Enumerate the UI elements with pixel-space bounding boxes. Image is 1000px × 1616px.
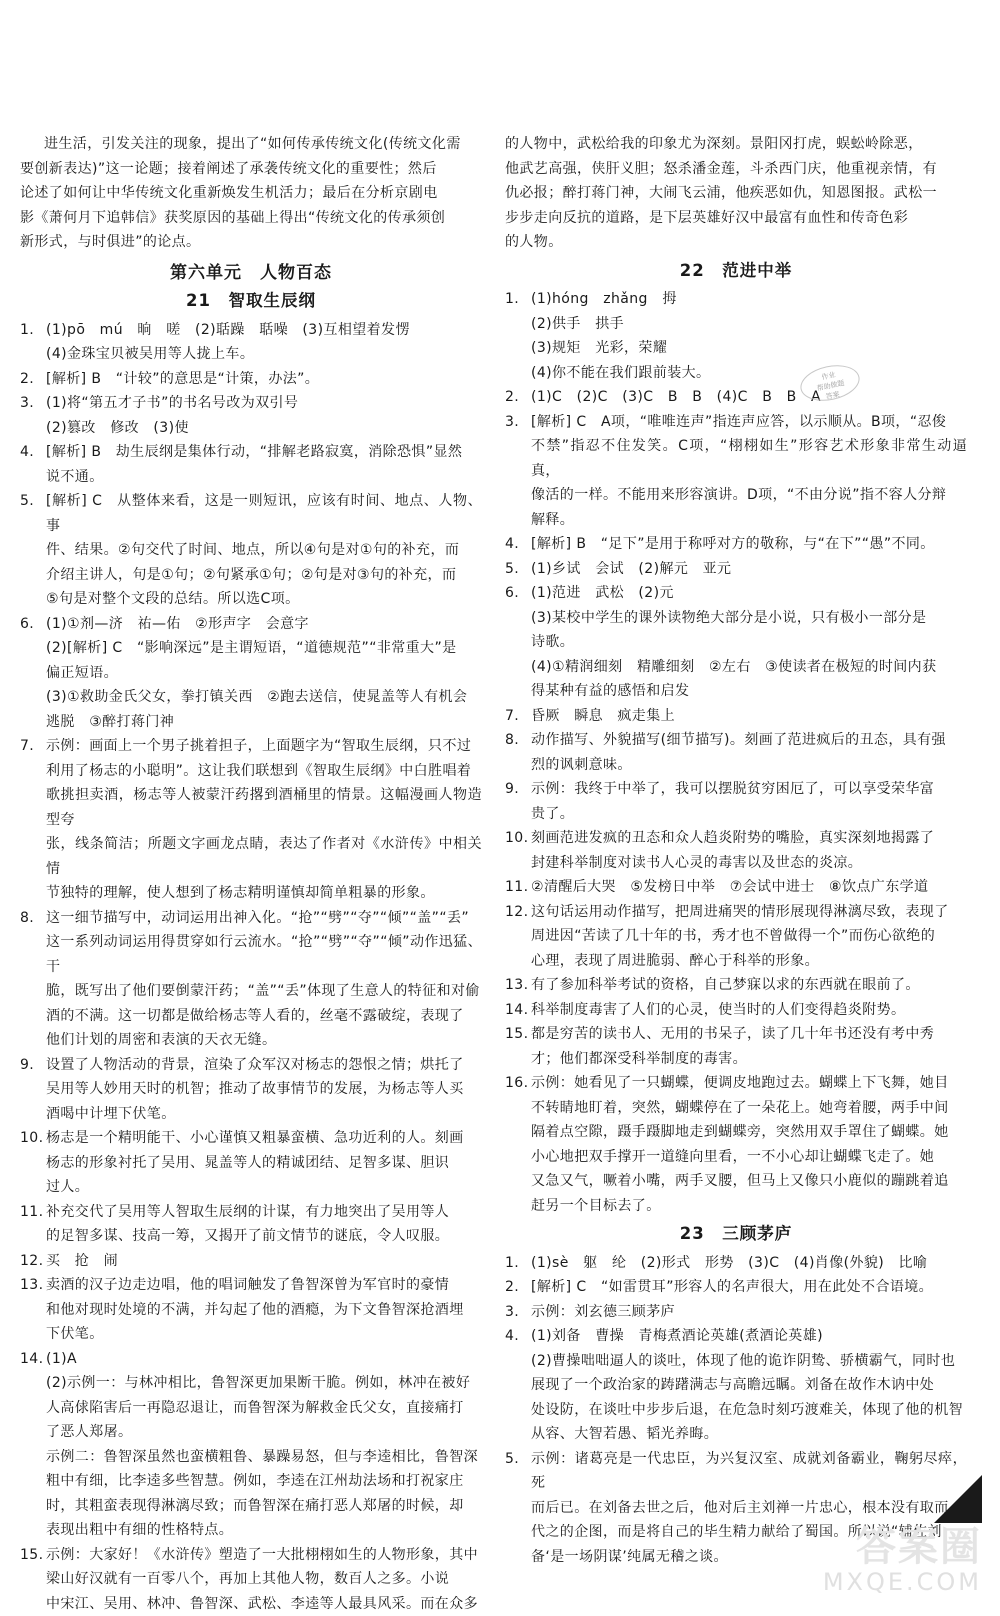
item-line: (1)乡试 会试 (2)解元 亚元 [531,557,967,582]
item-line: (1)刘备 曹操 青梅煮酒论英雄(煮酒论英雄) [531,1324,967,1349]
item-number: 11. [20,1200,46,1249]
item-line: 示例：刘玄德三顾茅庐 [531,1300,967,1325]
item-number: 5. [505,557,531,582]
item-body [531,1022,967,1071]
item-body [46,1249,482,1274]
item-body [46,367,482,392]
item-number: 15. [505,1022,531,1071]
item-line: 处设防，在谈吐中步步后退，在危急时刻巧渡难关，体现了他的机智 [531,1398,967,1423]
item-line: 示例：她看见了一只蝴蝶，便调皮地跑过去。蝴蝶上下飞舞，她目 [531,1071,967,1096]
item-line: (1)范进 武松 (2)元 [531,581,967,606]
answer-item [505,826,967,875]
item-line: 贵了。 [531,802,967,827]
item-line: 从容、大智若愚、韬光养晦。 [531,1422,967,1447]
answer-list-22 [505,287,967,1218]
item-line: 酒的不满。这一切都是做给杨志等人看的，丝毫不露破绽，表现了 [46,1004,482,1029]
item-body [531,557,967,582]
answer-item [505,532,967,557]
item-body [531,704,967,729]
item-line: [解析] B “计较”的意思是“计策，办法”。 [46,367,482,392]
item-line: 又急又气，噘着小嘴，两手叉腰，但马上又像只小鹿似的蹦跳着追 [531,1169,967,1194]
answer-item [505,1324,967,1447]
item-body [46,734,482,906]
item-line: 才；他们都深受科举制度的毒害。 [531,1047,967,1072]
item-line: 时，其粗蛮表现得淋漓尽致；而鲁智深在痛打恶人郑屠的时候，却 [46,1494,482,1519]
section-title-21: 21 智取生辰纲 [20,289,482,314]
answer-item [505,1300,967,1325]
stamp-line: 帮助做题 [801,375,860,397]
item-number: 10. [20,1126,46,1200]
item-line: 杨志的形象衬托了吴用、晁盖等人的精诚团结、足智多谋、胆识 [46,1151,482,1176]
item-line: 隔着点空隙，蹑手蹑脚地走到蝴蝶旁，突然用双手罩住了蝴蝶。她 [531,1120,967,1145]
item-body [531,287,967,385]
stamp-line: 作业 [799,365,858,387]
item-line: (4)你不能在我们跟前装大。 [531,361,967,386]
item-body [46,906,482,1053]
item-line: 节独特的理解，使人想到了杨志精明谨慎却简单粗暴的形象。 [46,881,482,906]
answer-item [505,728,967,777]
item-number: 14. [505,998,531,1023]
answer-item [20,391,482,440]
item-line: 刻画范进发疯的丑态和众人趋炎附势的嘴脸，真实深刻地揭露了 [531,826,967,851]
item-line: (1)pō mú 晌 嗟 (2)聒躁 聒噪 (3)互相望着发愣 [46,318,482,343]
item-line: (1)将“第五才子书”的书名号改为双引号 [46,391,482,416]
item-body [531,385,967,410]
answer-item [20,734,482,906]
item-number: 9. [505,777,531,826]
corner-triangle-icon [934,1475,982,1523]
item-line: (3)某校中学生的课外读物绝大部分是小说，只有极小一部分是 [531,606,967,631]
item-body [531,532,967,557]
item-line: 人高俅陷害后一再隐忍退让，而鲁智深为解救金氏父女，直接痛打 [46,1396,482,1421]
item-body [531,410,967,533]
item-line: [解析] B “足下”是用于称呼对方的敬称，与“在下”“愚”不同。 [531,532,967,557]
item-number: 8. [505,728,531,777]
answer-item [505,875,967,900]
answer-item [505,1022,967,1071]
item-line: 示例：诸葛亮是一代忠臣，为兴复汉室、成就刘备霸业，鞠躬尽瘁，死 [531,1447,967,1496]
answer-item [20,1543,482,1616]
item-line: 下伏笔。 [46,1322,482,1347]
answer-item [20,367,482,392]
intro-paragraph [20,132,482,255]
watermark-url: MXQE.COM [823,1568,982,1596]
answer-item [20,612,482,735]
item-line: 件、结果。②句交代了时间、地点，所以④句是对①句的补充，而 [46,538,482,563]
item-line: 诗歌。 [531,630,967,655]
answer-item [505,385,967,410]
answer-item [505,998,967,1023]
item-line: (1)hóng zhǎng 拇 [531,287,967,312]
item-body [46,612,482,735]
item-body [531,998,967,1023]
item-number: 4. [20,440,46,489]
item-line: 说不通。 [46,465,482,490]
item-line: 利用了杨志的小聪明”。这让我们联想到《智取生辰纲》中白胜唱着 [46,759,482,784]
item-line: 过人。 [46,1175,482,1200]
item-line: 而后已。在刘备去世之后，他对后主刘禅一片忠心，根本没有取而 [531,1496,967,1521]
right-column [505,132,967,1569]
item-line: 歌挑担卖酒，杨志等人被蒙汗药撂到酒桶里的情景。这幅漫画人物造型夸 [46,783,482,832]
item-line: 偏正短语。 [46,661,482,686]
answer-item [20,1273,482,1347]
item-line: 动作描写、外貌描写(细节描写)。刻画了范进疯后的丑态，具有强 [531,728,967,753]
item-number: 9. [20,1053,46,1127]
item-number: 1. [505,1251,531,1276]
item-line: 展现了一个政治家的踌躇满志与高瞻远瞩。刘备在故作木讷中处 [531,1373,967,1398]
item-body [531,1324,967,1447]
item-line: [解析] C “如雷贯耳”形容人的名声很大，用在此处不合语境。 [531,1275,967,1300]
item-number: 5. [20,489,46,612]
item-line: (4)①精润细刻 精雕细刻 ②左右 ③使读者在极短的时间内获 [531,655,967,680]
answer-item [505,287,967,385]
text-line: 影《萧何月下追韩信》获奖原因的基础上得出“传统文化的传承须创 [20,206,482,231]
item-line: 杨志是一个精明能干、小心谨慎又粗暴蛮横、急功近利的人。刻画 [46,1126,482,1151]
item-number: 11. [505,875,531,900]
item-line: 这句话运用动作描写，把周进痛哭的情形展现得淋漓尽致，表现了 [531,900,967,925]
item-number: 7. [505,704,531,729]
item-body [46,1053,482,1127]
text-line: 仇必报；醉打蒋门神，大闹飞云浦，他疾恶如仇，知恩图报。武松一 [505,181,967,206]
left-column [20,132,482,1616]
item-line: 示例二：鲁智深虽然也蛮横粗鲁、暴躁易怒，但与李逵相比，鲁智深 [46,1445,482,1470]
item-number: 1. [20,318,46,367]
item-line: 酒喝中计埋下伏笔。 [46,1102,482,1127]
answer-item [20,1347,482,1543]
item-line: 买 抢 闹 [46,1249,482,1274]
item-body [531,777,967,826]
item-line: 不禁”指忍不住发笑。C项，“栩栩如生”形容艺术形象非常生动逼真， [531,434,967,483]
item-line: 示例：我终于中举了，我可以摆脱贫穷困厄了，可以享受荣华富 [531,777,967,802]
answer-item [505,410,967,533]
item-line: 卖酒的汉子边走边唱，他的唱词触发了鲁智深曾为军官时的豪情 [46,1273,482,1298]
answer-item [505,777,967,826]
item-number: 1. [505,287,531,385]
item-line: [解析] C A项，“唯唯连声”指连声应答，以示顺从。B项，“忍俊 [531,410,967,435]
item-line: 吴用等人妙用天时的机智；推动了故事情节的发展，为杨志等人买 [46,1077,482,1102]
item-number: 8. [20,906,46,1053]
item-line: 解释。 [531,508,967,533]
item-line: 张，线条简洁；所题文字画龙点睛，表达了作者对《水浒传》中相关情 [46,832,482,881]
item-line: 这一细节描写中，动词运用出神入化。“抢”“劈”“夺”“倾”“盖”“丢” [46,906,482,931]
item-number: 3. [505,1300,531,1325]
item-line: 这一系列动词运用得贯穿如行云流水。“抢”“劈”“夺”“倾”动作迅猛、干 [46,930,482,979]
item-body [531,581,967,704]
item-body [531,973,967,998]
item-body [46,440,482,489]
stamp-line: 答案 [803,385,862,407]
item-body [531,900,967,974]
item-line: 表现出粗中有细的性格特点。 [46,1518,482,1543]
item-line: 介绍主讲人，句是①句；②句紧承①句；②句是对③句的补充，而 [46,563,482,588]
item-number: 7. [20,734,46,906]
item-number: 5. [505,1447,531,1570]
item-line: 示例：大家好！《水浒传》塑造了一大批栩栩如生的人物形象，其中 [46,1543,482,1568]
item-line: (2)曹操咄咄逼人的谈吐，体现了他的诡诈阴鸷、骄横霸气，同时也 [531,1349,967,1374]
item-line: 得某种有益的感悟和启发 [531,679,967,704]
item-line: 小心地把双手撑开一道缝向里看，一不小心却让蝴蝶飞走了。她 [531,1145,967,1170]
answer-item [505,1275,967,1300]
item-body [46,1200,482,1249]
item-body [531,826,967,875]
answer-item [20,906,482,1053]
item-number: 14. [20,1347,46,1543]
item-number: 4. [505,1324,531,1447]
section-title-23: 23 三顾茅庐 [505,1222,967,1247]
item-body [46,318,482,367]
item-body [46,1543,482,1616]
answer-item [20,1200,482,1249]
item-body [531,1275,967,1300]
item-line: 和他对现时处境的不满，并勾起了他的酒瘾，为下文鲁智深抢酒埋 [46,1298,482,1323]
item-line: (2)篡改 修改 (3)使 [46,416,482,441]
text-line: 他武艺高强，侠肝义胆；怒杀潘金莲，斗杀西门庆，他重视亲情，有 [505,157,967,182]
item-line: 代之的企图，而是将自己的毕生精力献给了蜀国。所以说“辅佐刘 [531,1520,967,1545]
answer-item [505,973,967,998]
text-line: 的人物。 [505,230,967,255]
item-line: (1)A [46,1347,482,1372]
item-body [531,1251,967,1276]
answer-item [20,440,482,489]
item-number: 16. [505,1071,531,1218]
item-number: 3. [20,391,46,440]
item-number: 2. [505,1275,531,1300]
item-body [531,1071,967,1218]
item-body [46,489,482,612]
item-line: (2)[解析] C “影响深远”是主谓短语，“道德规范”“非常重大”是 [46,636,482,661]
item-number: 12. [505,900,531,974]
item-line: (3)①救助金氏父女，拳打镇关西 ②跑去送信，使晁盖等人有机会 [46,685,482,710]
item-line: (2)示例一：与林冲相比，鲁智深更加果断干脆。例如，林冲在被好 [46,1371,482,1396]
text-line: 要创新表达)”这一论题；接着阐述了承袭传统文化的重要性；然后 [20,157,482,182]
item-line: 像活的一样。不能用来形容演讲。D项，“不由分说”指不容人分辩 [531,483,967,508]
item-body [531,875,967,900]
item-body [46,1126,482,1200]
item-number: 6. [505,581,531,704]
item-line: [解析] C 从整体来看，这是一则短讯，应该有时间、地点、人物、事 [46,489,482,538]
item-line: 有了参加科举考试的资格，自己梦寐以求的东西就在眼前了。 [531,973,967,998]
item-line: (3)规矩 光彩，荣耀 [531,336,967,361]
item-line: 都是穷苦的读书人、无用的书呆子，读了几十年书还没有考中秀 [531,1022,967,1047]
item-body [531,728,967,777]
item-line: 了恶人郑屠。 [46,1420,482,1445]
item-line: 梁山好汉就有一百零八个，再加上其他人物，数百人之多。小说 [46,1567,482,1592]
text-line: 步步走向反抗的道路，是下层英雄好汉中最富有血性和传奇色彩 [505,206,967,231]
answer-item [20,318,482,367]
answer-item [505,1071,967,1218]
item-number: 12. [20,1249,46,1274]
answer-item [20,1126,482,1200]
answer-item [20,1053,482,1127]
item-body [531,1300,967,1325]
item-line: 粗中有细，比李逵多些智慧。例如，李逵在江州劫法场和打祝家庄 [46,1469,482,1494]
item-line: 补充交代了吴用等人智取生辰纲的计谋，有力地突出了吴用等人 [46,1200,482,1225]
item-line: 的足智多谋、技高一筹，又揭开了前文情节的谜底，令人叹服。 [46,1224,482,1249]
text-line: 新形式，与时俱进”的论点。 [20,230,482,255]
item-line: 设置了人物活动的背景，渲染了众军汉对杨志的怨恨之情；烘托了 [46,1053,482,1078]
item-body [46,1347,482,1543]
item-line: (4)金珠宝贝被吴用等人拢上车。 [46,342,482,367]
item-line: (1)C (2)C (3)C B B (4)C B B A [531,385,967,410]
item-line: 脆，既写出了他们要倒蒙汗药；“盖”“丢”体现了生意人的特征和对偷 [46,979,482,1004]
answer-item [505,1251,967,1276]
item-line: 备‘是一场阴谋’纯属无稽之谈。 [531,1545,967,1570]
item-line: 不转睛地盯着，突然，蝴蝶停在了一朵花上。她弯着腰，两手中间 [531,1096,967,1121]
item-number: 13. [20,1273,46,1347]
text-line: 论述了如何让中华传统文化重新焕发生机活力；最后在分析京剧电 [20,181,482,206]
item-body [46,1273,482,1347]
item-number: 10. [505,826,531,875]
item-line: 昏厥 瞬息 疯走集上 [531,704,967,729]
item-line: 科举制度毒害了人们的心灵，使当时的人们变得趋炎附势。 [531,998,967,1023]
answer-list-23 [505,1251,967,1570]
item-line: [解析] B 劫生辰纲是集体行动，“排解老路寂寞，消除恐惧”显然 [46,440,482,465]
item-line: ②清醒后大哭 ⑤发榜日中举 ⑦会试中进士 ⑧饮点广东学道 [531,875,967,900]
item-line: 心理，表现了周进脆弱、醉心于科举的形象。 [531,949,967,974]
section-title-22: 22 范进中举 [505,259,967,284]
item-line: (2)供手 拱手 [531,312,967,337]
answer-item [20,489,482,612]
item-line: (1)①剂—济 祐—佑 ②形声字 会意字 [46,612,482,637]
item-line: ⑤句是对整个文段的总结。所以选C项。 [46,587,482,612]
item-body [46,391,482,440]
item-line: 示例：画面上一个男子挑着担子，上面题字为“智取生辰纲，只不过 [46,734,482,759]
item-line: 封建科举制度对读书人心灵的毒害以及世态的炎凉。 [531,851,967,876]
answer-item [505,704,967,729]
item-line: 赶另一个目标去了。 [531,1194,967,1219]
answer-item [505,581,967,704]
answer-item [505,900,967,974]
answer-list-21 [20,318,482,1616]
item-line: 中宋江、吴用、林冲、鲁智深、武松、李逵等人最具风采。而在众多 [46,1592,482,1616]
text-line: 的人物中，武松给我的印象尤为深刻。景阳冈打虎，蜈蚣岭除恶， [505,132,967,157]
item-number: 6. [20,612,46,735]
item-number: 3. [505,410,531,533]
item-number: 2. [505,385,531,410]
unit-title: 第六单元 人物百态 [20,261,482,286]
item-number: 4. [505,532,531,557]
continuation-paragraph [505,132,967,255]
item-line: 逃脱 ③醉打蒋门神 [46,710,482,735]
item-line: 烈的讽刺意味。 [531,753,967,778]
item-number: 13. [505,973,531,998]
answer-item [505,557,967,582]
answer-item [20,1249,482,1274]
item-line: (1)sè 躯 纶 (2)形式 形势 (3)C (4)肖像(外貌) 比喻 [531,1251,967,1276]
item-number: 15. [20,1543,46,1616]
item-line: 周进因“苦读了几十年的书，秀才也不曾做得一个”而伤心欲绝的 [531,924,967,949]
watermark-logo: 答案圈 [856,1525,982,1569]
item-number: 2. [20,367,46,392]
text-line: 进生活，引发关注的现象，提出了“如何传承传统文化(传统文化需 [20,132,482,157]
item-line: 他们计划的周密和表演的天衣无缝。 [46,1028,482,1053]
